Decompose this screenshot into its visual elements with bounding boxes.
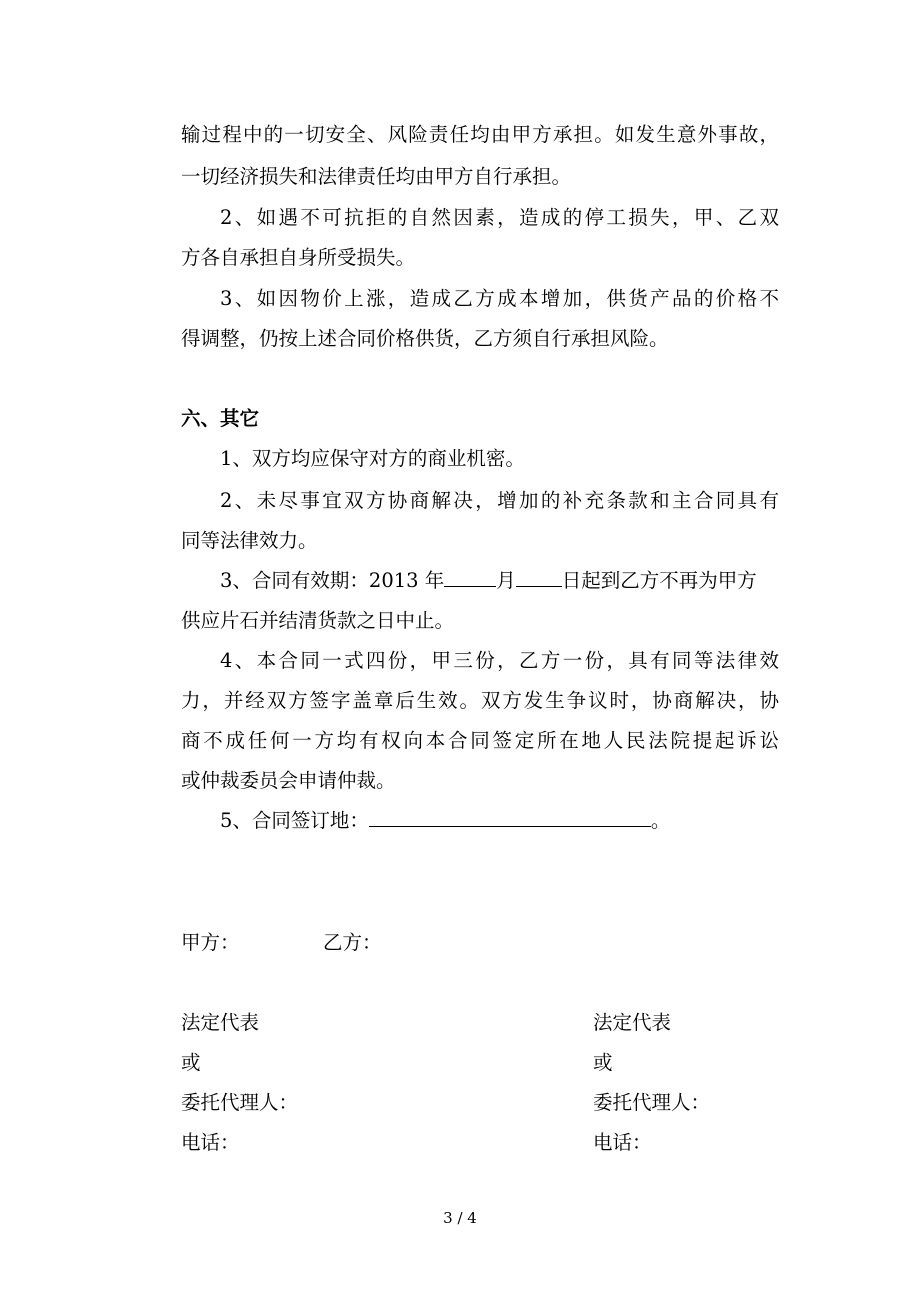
party-a-label: 甲方： bbox=[181, 931, 240, 954]
left-phone: 电话： bbox=[181, 1131, 240, 1154]
section6-item2-line2: 同等法律效力。 bbox=[181, 529, 318, 552]
section6-item1: 1、双方均应保守对方的商业机密。 bbox=[220, 447, 525, 470]
right-phone: 电话： bbox=[593, 1131, 652, 1154]
section6-heading: 六、其它 bbox=[181, 407, 260, 430]
party-b-label: 乙方： bbox=[323, 931, 382, 954]
right-legal-rep: 法定代表 bbox=[593, 1011, 672, 1034]
section5-item3-line1: 3、如因物价上涨，造成乙方成本增加，供货产品的价格不 bbox=[220, 287, 779, 310]
section5-continuation-line1: 输过程中的一切安全、风险责任均由甲方承担。如发生意外事故， bbox=[181, 123, 779, 146]
left-or: 或 bbox=[181, 1051, 201, 1074]
section6-item2-line1: 2、未尽事宜双方协商解决，增加的补充条款和主合同具有 bbox=[220, 489, 779, 512]
section6-item4-line2: 力，并经双方签字盖章后生效。双方发生争议时，协商解决，协 bbox=[181, 689, 779, 712]
section6-item3-line2: 供应片石并结清货款之日中止。 bbox=[181, 609, 455, 632]
item3-month-label: 月 bbox=[496, 569, 516, 592]
item3-prefix: 3、合同有效期：2013 年 bbox=[220, 569, 445, 592]
section6-item3-line1 bbox=[220, 568, 757, 594]
section6-item4-line4: 或仲裁委员会申请仲裁。 bbox=[181, 769, 396, 792]
page-number: 3 / 4 bbox=[443, 1209, 477, 1227]
section5-item2-line2: 方各自承担自身所受损失。 bbox=[181, 246, 416, 269]
section6-item4-line3: 商不成任何一方均有权向本合同签定所在地人民法院提起诉讼 bbox=[181, 729, 779, 752]
item5-prefix: 5、合同签订地： bbox=[220, 809, 369, 832]
signing-place-blank bbox=[369, 808, 651, 827]
left-agent: 委托代理人： bbox=[181, 1091, 299, 1114]
section6-item4-line1: 4、本合同一式四份，甲三份，乙方一份，具有同等法律效 bbox=[220, 649, 779, 672]
right-agent: 委托代理人： bbox=[593, 1091, 711, 1114]
right-or: 或 bbox=[593, 1051, 613, 1074]
item3-suffix: 日起到乙方不再为甲方 bbox=[561, 569, 757, 592]
item5-suffix: 。 bbox=[650, 809, 671, 832]
section5-item2-line1: 2、如遇不可抗拒的自然因素，造成的停工损失，甲、乙双 bbox=[220, 206, 779, 229]
section5-continuation-line2: 一切经济损失和法律责任均由甲方自行承担。 bbox=[181, 165, 572, 188]
section6-item5 bbox=[220, 808, 670, 834]
section5-item3-line2: 得调整，仍按上述合同价格供货，乙方须自行承担风险。 bbox=[181, 327, 669, 350]
left-legal-rep: 法定代表 bbox=[181, 1011, 260, 1034]
day-blank bbox=[516, 568, 562, 587]
month-blank bbox=[444, 568, 496, 587]
